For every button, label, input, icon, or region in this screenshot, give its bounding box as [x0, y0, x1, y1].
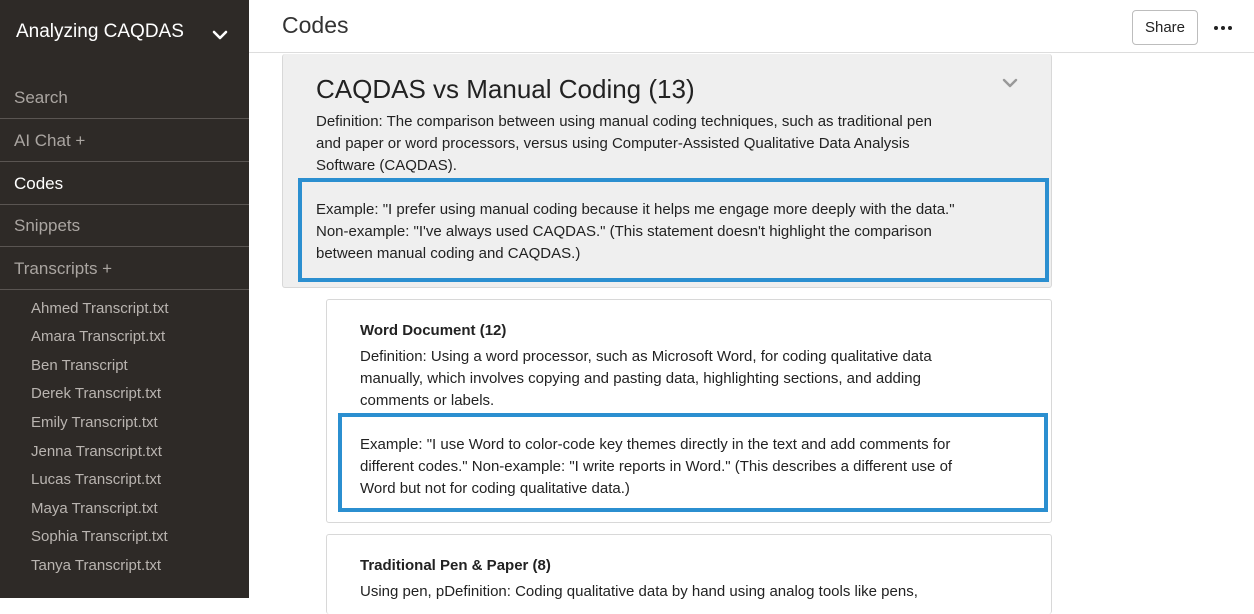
definition-line: Definition: The comparison between using manual coding techniques, such as traditional pen: [316, 113, 932, 130]
example-line: different codes." Non-example: "I write reports in Word." (This describes a different use of: [360, 458, 953, 475]
definition-line: Software (CAQDAS).: [316, 157, 457, 174]
transcript-file-item[interactable]: Maya Transcript.txt: [31, 500, 158, 517]
definition-line: Definition: Using a word processor, such as Microsoft Word, for coding qualitative data: [360, 348, 932, 365]
share-button[interactable]: Share: [1132, 10, 1198, 45]
chevron-down-icon[interactable]: [211, 26, 229, 44]
code-example: [316, 199, 955, 265]
transcript-file-item[interactable]: Sophia Transcript.txt: [31, 528, 168, 545]
transcript-file-item[interactable]: Ben Transcript: [31, 357, 128, 374]
nav-search[interactable]: [0, 77, 249, 119]
workspace-switcher[interactable]: [0, 0, 249, 66]
chevron-down-icon[interactable]: [1001, 76, 1019, 90]
nav-search-label: Search: [14, 88, 68, 107]
nav-transcripts[interactable]: [0, 248, 249, 290]
example-line: Example: "I prefer using manual coding because it helps me engage more deeply with the data.": [316, 201, 955, 218]
transcript-file-item[interactable]: Ahmed Transcript.txt: [31, 300, 169, 317]
code-example: [360, 434, 952, 500]
definition-line: and paper or word processors, versus using Computer-Assisted Qualitative Data Analysis: [316, 135, 910, 152]
top-bar: [249, 0, 1254, 53]
code-definition: [316, 111, 932, 177]
nav-ai-chat-label: AI Chat +: [14, 131, 86, 150]
example-line: Word but not for coding qualitative data.): [360, 480, 630, 497]
definition-line: Using pen, pDefinition: Coding qualitative data by hand using analog tools like pens,: [360, 583, 918, 600]
transcript-file-item[interactable]: Derek Transcript.txt: [31, 385, 162, 402]
more-options-icon[interactable]: [1211, 16, 1235, 40]
definition-line: manually, which involves copying and pasting data, highlighting sections, and adding: [360, 370, 921, 387]
code-definition: [360, 346, 932, 412]
code-definition: [360, 581, 918, 603]
example-line: between manual coding and CAQDAS.): [316, 245, 581, 262]
page-title: Codes: [282, 12, 349, 38]
transcript-file-item[interactable]: Emily Transcript.txt: [31, 414, 158, 431]
code-title: Word Document (12): [360, 322, 507, 339]
definition-line: comments or labels.: [360, 392, 495, 409]
transcript-file-item[interactable]: Lucas Transcript.txt: [31, 471, 162, 488]
transcript-file-item[interactable]: Amara Transcript.txt: [31, 328, 166, 345]
nav-ai-chat[interactable]: [0, 120, 249, 162]
transcript-file-item[interactable]: Jenna Transcript.txt: [31, 443, 162, 460]
transcript-file-item[interactable]: Tanya Transcript.txt: [31, 557, 162, 574]
code-card[interactable]: [326, 534, 1052, 614]
code-title: CAQDAS vs Manual Coding (13): [316, 74, 695, 104]
nav-snippets[interactable]: [0, 205, 249, 247]
nav-codes[interactable]: [0, 163, 249, 205]
example-line: Non-example: "I've always used CAQDAS." (This statement doesn't highlight the comparison: [316, 223, 932, 240]
nav-snippets-label: Snippets: [14, 216, 81, 235]
sidebar: [0, 0, 249, 598]
example-line: Example: "I use Word to color-code key themes directly in the text and add comments for: [360, 436, 951, 453]
workspace-name: Analyzing CAQDAS: [16, 21, 184, 42]
code-title: Traditional Pen & Paper (8): [360, 557, 551, 574]
nav-codes-label: Codes: [14, 174, 64, 193]
nav-transcripts-label: Transcripts +: [14, 259, 113, 278]
